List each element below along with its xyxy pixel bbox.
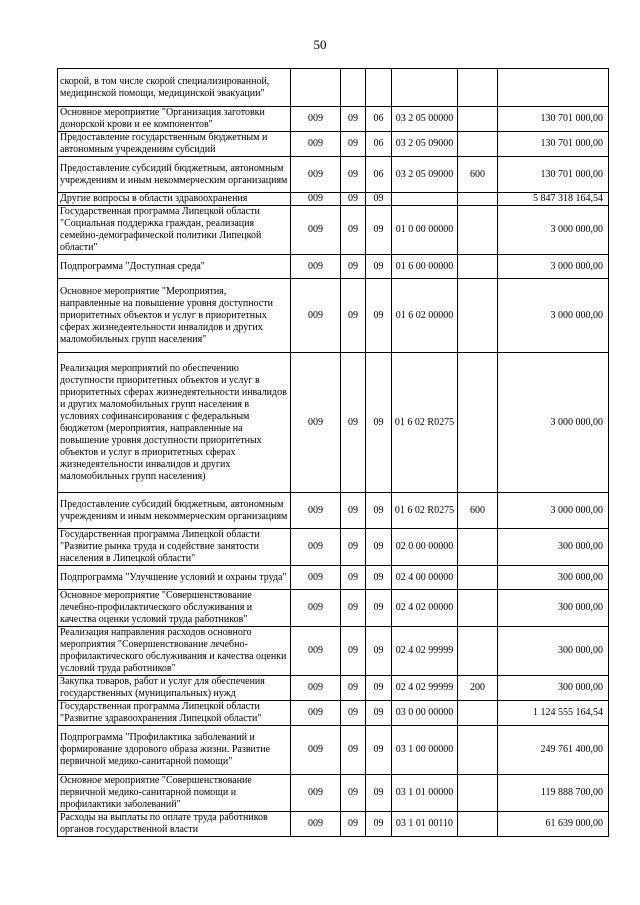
amount-cell: 300 000,00: [498, 627, 609, 676]
row-name-cell: Государственная программа Липецкой области "Развитие рынка труда и содействие занятости населения в Липецкой области": [58, 529, 291, 566]
ministry-code-cell: 009: [291, 132, 341, 157]
expense-type-cell: [458, 69, 498, 107]
row-name-cell: Предоставление государственным бюджетным и автономным учреждениям субсидий: [58, 132, 291, 157]
target-article-cell: [392, 69, 458, 107]
ministry-code-cell: 009: [291, 193, 341, 206]
amount-cell: 130 701 000,00: [498, 157, 609, 193]
table-row: [58, 701, 609, 726]
amount-cell: 3 000 000,00: [498, 206, 609, 255]
subsection-code-cell: [366, 69, 392, 107]
section-code-cell: 09: [341, 132, 366, 157]
table-row: [58, 255, 609, 279]
subsection-code-cell: 09: [366, 701, 392, 726]
amount-cell: 61 639 000,00: [498, 812, 609, 837]
row-name-cell: скорой, в том числе скорой специализированной, медицинской помощи, медицинской эвакуации": [58, 69, 291, 107]
subsection-code-cell: 09: [366, 193, 392, 206]
table-row: [58, 775, 609, 812]
subsection-code-cell: 09: [366, 590, 392, 627]
amount-cell: 300 000,00: [498, 529, 609, 566]
target-article-cell: 02 4 02 99999: [392, 676, 458, 701]
section-code-cell: 09: [341, 726, 366, 775]
row-name-cell: Расходы на выплаты по оплате труда работников органов государственной власти: [58, 812, 291, 837]
amount-cell: 5 847 318 164,54: [498, 193, 609, 206]
ministry-code-cell: 009: [291, 627, 341, 676]
row-name-cell: Подпрограмма "Улучшение условий и охраны труда": [58, 566, 291, 590]
row-name-cell: Реализация направления расходов основного мероприятия "Совершенствование лечебно-профилактического обслуживания и качества оценки условий труда работников": [58, 627, 291, 676]
table-row: [58, 193, 609, 206]
expense-type-cell: [458, 566, 498, 590]
section-code-cell: 09: [341, 627, 366, 676]
table-body: [58, 69, 609, 837]
section-code-cell: 09: [341, 775, 366, 812]
subsection-code-cell: 09: [366, 726, 392, 775]
target-article-cell: 03 1 00 00000: [392, 726, 458, 775]
table-row: [58, 353, 609, 493]
subsection-code-cell: 06: [366, 132, 392, 157]
row-name-cell: Основное мероприятие "Совершенствование первичной медико-санитарной помощи и профилактики заболеваний": [58, 775, 291, 812]
subsection-code-cell: 09: [366, 206, 392, 255]
row-name-cell: Закупка товаров, работ и услуг для обеспечения государственных (муниципальных) нужд: [58, 676, 291, 701]
table-row: [58, 590, 609, 627]
section-code-cell: 09: [341, 493, 366, 529]
target-article-cell: 01 0 00 00000: [392, 206, 458, 255]
target-article-cell: 01 6 02 R0275: [392, 353, 458, 493]
subsection-code-cell: 09: [366, 775, 392, 812]
row-name-cell: Государственная программа Липецкой области "Развитие здравоохранения Липецкой области": [58, 701, 291, 726]
table-row: [58, 493, 609, 529]
target-article-cell: 01 6 02 R0275: [392, 493, 458, 529]
expense-type-cell: [458, 279, 498, 353]
amount-cell: 300 000,00: [498, 590, 609, 627]
target-article-cell: 01 6 02 00000: [392, 279, 458, 353]
ministry-code-cell: 009: [291, 726, 341, 775]
row-name-cell: Подпрограмма "Профилактика заболеваний и формирование здорового образа жизни. Развитие первичной медико-санитарной помощи": [58, 726, 291, 775]
row-name-cell: Основное мероприятие "Совершенствование лечебно-профилактического обслуживания и качества оценки условий труда работников": [58, 590, 291, 627]
amount-cell: 119 888 700,00: [498, 775, 609, 812]
section-code-cell: 09: [341, 812, 366, 837]
expense-type-cell: [458, 701, 498, 726]
target-article-cell: 03 0 00 00000: [392, 701, 458, 726]
row-name-cell: Другие вопросы в области здравоохранения: [58, 193, 291, 206]
ministry-code-cell: 009: [291, 812, 341, 837]
section-code-cell: 09: [341, 255, 366, 279]
row-name-cell: Государственная программа Липецкой области "Социальная поддержка граждан, реализация семейно-демографической политики Липецкой области": [58, 206, 291, 255]
amount-cell: 1 124 555 164,54: [498, 701, 609, 726]
target-article-cell: 03 1 01 00000: [392, 775, 458, 812]
row-name-cell: Реализация мероприятий по обеспечению доступности приоритетных объектов и услуг в приоритетных сферах жизнедеятельности инвалидов и других маломобильных групп населения в условиях софинансирования с федеральным бюджетом (мероприятия, направленные на повышение уровня доступности приоритетных объектов и услуг в приоритетных сферах жизнедеятельности инвалидов и других маломобильных групп населения): [58, 353, 291, 493]
table-row: [58, 157, 609, 193]
subsection-code-cell: 06: [366, 157, 392, 193]
table-row: [58, 69, 609, 107]
amount-cell: 3 000 000,00: [498, 493, 609, 529]
section-code-cell: 09: [341, 279, 366, 353]
target-article-cell: 02 4 02 99999: [392, 627, 458, 676]
expense-type-cell: [458, 132, 498, 157]
row-name-cell: Основное мероприятие "Организация заготовки донорской крови и ее компонентов": [58, 107, 291, 132]
expense-type-cell: [458, 255, 498, 279]
table-row: [58, 566, 609, 590]
expense-type-cell: [458, 193, 498, 206]
amount-cell: 130 701 000,00: [498, 132, 609, 157]
amount-cell: 3 000 000,00: [498, 255, 609, 279]
ministry-code-cell: 009: [291, 529, 341, 566]
ministry-code-cell: 009: [291, 493, 341, 529]
table-row: [58, 726, 609, 775]
subsection-code-cell: 09: [366, 279, 392, 353]
expense-type-cell: 600: [458, 493, 498, 529]
ministry-code-cell: 009: [291, 353, 341, 493]
amount-cell: 249 761 400,00: [498, 726, 609, 775]
section-code-cell: 09: [341, 529, 366, 566]
ministry-code-cell: [291, 69, 341, 107]
target-article-cell: 03 2 05 00000: [392, 107, 458, 132]
expense-type-cell: [458, 206, 498, 255]
expense-type-cell: [458, 775, 498, 812]
amount-cell: [498, 69, 609, 107]
ministry-code-cell: 009: [291, 676, 341, 701]
subsection-code-cell: 09: [366, 529, 392, 566]
section-code-cell: 09: [341, 701, 366, 726]
ministry-code-cell: 009: [291, 255, 341, 279]
ministry-code-cell: 009: [291, 107, 341, 132]
target-article-cell: 03 2 05 09000: [392, 157, 458, 193]
section-code-cell: 09: [341, 676, 366, 701]
section-code-cell: 09: [341, 193, 366, 206]
table-row: [58, 529, 609, 566]
target-article-cell: 01 6 00 00000: [392, 255, 458, 279]
section-code-cell: 09: [341, 107, 366, 132]
ministry-code-cell: 009: [291, 701, 341, 726]
section-code-cell: [341, 69, 366, 107]
target-article-cell: [392, 193, 458, 206]
amount-cell: 130 701 000,00: [498, 107, 609, 132]
row-name-cell: Подпрограмма "Доступная среда": [58, 255, 291, 279]
expense-type-cell: [458, 590, 498, 627]
expense-type-cell: [458, 107, 498, 132]
target-article-cell: 02 0 00 00000: [392, 529, 458, 566]
subsection-code-cell: 09: [366, 566, 392, 590]
expense-type-cell: 600: [458, 157, 498, 193]
ministry-code-cell: 009: [291, 566, 341, 590]
table-row: [58, 132, 609, 157]
section-code-cell: 09: [341, 157, 366, 193]
budget-table: [57, 68, 609, 837]
subsection-code-cell: 09: [366, 353, 392, 493]
ministry-code-cell: 009: [291, 775, 341, 812]
ministry-code-cell: 009: [291, 206, 341, 255]
expense-type-cell: 200: [458, 676, 498, 701]
section-code-cell: 09: [341, 566, 366, 590]
target-article-cell: 02 4 00 00000: [392, 566, 458, 590]
subsection-code-cell: 09: [366, 627, 392, 676]
row-name-cell: Основное мероприятие "Мероприятия, направленные на повышение уровня доступности приоритетных объектов и услуг в приоритетных сферах жизнедеятельности инвалидов и других маломобильных групп населения": [58, 279, 291, 353]
page-number: 50: [313, 37, 327, 52]
target-article-cell: 02 4 02 00000: [392, 590, 458, 627]
expense-type-cell: [458, 627, 498, 676]
section-code-cell: 09: [341, 353, 366, 493]
table-row: [58, 627, 609, 676]
expense-type-cell: [458, 726, 498, 775]
subsection-code-cell: 09: [366, 812, 392, 837]
table-row: [58, 812, 609, 837]
subsection-code-cell: 09: [366, 493, 392, 529]
subsection-code-cell: 09: [366, 676, 392, 701]
ministry-code-cell: 009: [291, 279, 341, 353]
target-article-cell: 03 2 05 09000: [392, 132, 458, 157]
table-row: [58, 107, 609, 132]
expense-type-cell: [458, 353, 498, 493]
section-code-cell: 09: [341, 206, 366, 255]
expense-type-cell: [458, 812, 498, 837]
ministry-code-cell: 009: [291, 157, 341, 193]
expense-type-cell: [458, 529, 498, 566]
target-article-cell: 03 1 01 00110: [392, 812, 458, 837]
amount-cell: 3 000 000,00: [498, 353, 609, 493]
row-name-cell: Предоставление субсидий бюджетным, автономным учреждениям и иным некоммерческим организациям: [58, 157, 291, 193]
amount-cell: 300 000,00: [498, 676, 609, 701]
ministry-code-cell: 009: [291, 590, 341, 627]
subsection-code-cell: 09: [366, 255, 392, 279]
amount-cell: 3 000 000,00: [498, 279, 609, 353]
amount-cell: 300 000,00: [498, 566, 609, 590]
section-code-cell: 09: [341, 590, 366, 627]
table-row: [58, 676, 609, 701]
table-row: [58, 206, 609, 255]
table-row: [58, 279, 609, 353]
subsection-code-cell: 06: [366, 107, 392, 132]
row-name-cell: Предоставление субсидий бюджетным, автономным учреждениям и иным некоммерческим организациям: [58, 493, 291, 529]
